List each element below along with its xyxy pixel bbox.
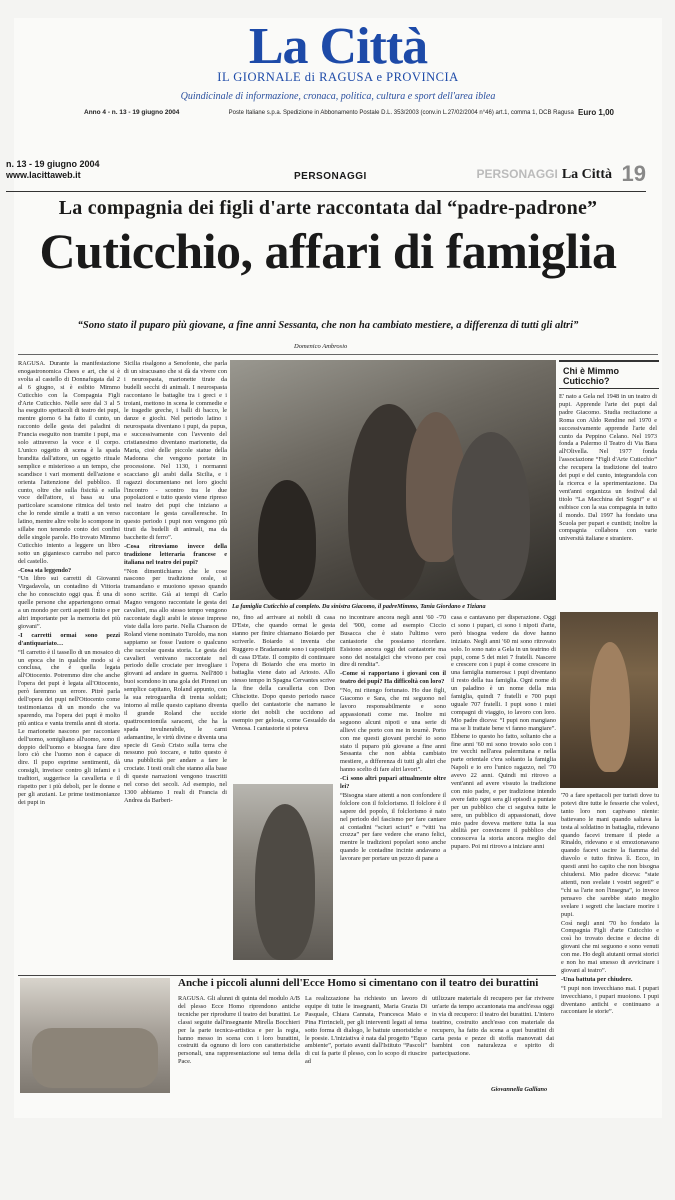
school-column-3: utilizzare materiale di recupero per far rivivere un'arte da tempo accantonata ma anch'essa oggi in via di recupero: il teatro dei burattini. L'intero teatrino, costruito anch'esso con materiale da recupero, ha fatto da scena a quei burattini di carta pesta e pezze di stoffa manovrati dai bambini con naturalezza e spirito di partecipazione.	[432, 995, 554, 1058]
website: www.lacittaweb.it	[6, 170, 81, 180]
col4-answer-2: “Bisogna stare attenti a non confondere il folclore con il folclorismo. Il folclore è il sapere del popolo, il folclorismo è nato nel periodo del fascismo per fare cantare ai contadini “sciuri sciuri” e “vitti 'na crozza” per fare vedere che erano felici, mentre le tradizioni popolari sono anche quando le contadine incinte andavano a lavorare per portare un pezzo di pane a	[340, 791, 446, 863]
bio-box	[559, 360, 659, 622]
masthead	[14, 18, 662, 100]
column-1	[18, 360, 120, 972]
article-headline: Cuticchio, affari di famiglia	[39, 223, 617, 279]
section-ghost: PERSONAGGI	[476, 167, 558, 181]
page-issue	[6, 159, 100, 181]
col6-text: '70 a fare spettacoli per turisti dove tu potevi dire tutte le fesserie che volevi, tanto loro non capivano niente: battevano le mani quando saltava la testa al soldatino in battaglia, ridevano quando facevi tremare il piede a Rinaldo, ridevano e si emozionavano quando facevi uscire la fiamma del diavolo e tutto finiva lì. Ecco, in questi anni ho capito che non bisogna chiudersi. Mio padre diceva: “state attenti, non svelate i vostri segreti” e “chi sa l'arte non l'insegna”, io invece pensavo che sarebbe stato meglio svelare i segreti che lasciare morire i pupi.	[561, 792, 659, 918]
photo-figure	[590, 642, 630, 772]
col1-answer-2: “Il carretto è il tassello di un mosaico di un epoca che in qualche modo si è conclusa, che è quella legata all'Ottocento. Potremmo dire che anche l'opera dei pupi è legata all'Ottocento, però faremmo un errore. Pitrè parla dell'opera dei pupi nell'Ottocento come testimonianza di un mondo che va sparendo, ma l'opera dei pupi è molto più antica e vanta tremila anni di storia. Le marionette nascono per raccontare dell'uomo, somigliano all'uomo, sono il doppio dell'uomo e bisogna fare dire loro ciò che l'uomo non è capace di dire. Il pupo esprime sentimenti, dà consigli, inveisce contro gli infami e i traditori, suggerisce la cavalleria e il rispetto per i più deboli, per le donne e per gli anziani. Le prime testimonianze dei pupi in	[18, 648, 120, 806]
column-2	[124, 360, 227, 972]
col4-question-1: -Come si rapportano i giovani con il teatro dei pupi? Ha difficoltà con loro?	[340, 670, 446, 686]
article-deck: “Sono stato il puparo più giovane, a fine anni Sessanta, che non ha cambiato mestiere, a differenza di tutti gli altri”	[77, 320, 579, 331]
col2-question-1: -Cosa ritroviamo invece della tradizione letteraria francese e italiana nel teatro dei pupi?	[124, 542, 227, 566]
photo-caption: La famiglia Cuticchio al completo. Da sinistra Giacomo, il padreMimmo, Tania Giordano e Tiziana	[232, 603, 486, 610]
price: Euro 1,00	[577, 108, 614, 117]
col1-question-1: -Cosa sta leggendo?	[18, 566, 72, 574]
school-column-1: RAGUSA. Gli alunni di quinta del modulo A/B del plesso Ecce Homo riprendono antiche tecniche per riprodurre il teatro dei burattini. Le classi seguite dall'insegnante Mirella Bocchieri per la parte tecnica-artistica e per la regia, hanno messo in scena con i loro burattini, costruiti da ognuno di loro con caratteristiche personali, una rappresentazione sul tema della Pace.	[178, 995, 300, 1066]
col2-answer-1: “Non dimentichiamo che le cose nascono per tradizione orale, si tramandano e muoiono spesso quando sono scritte. Già ai tempi di Carlo Magno vengono raccontate le gesta dei cavalieri, ma allo stesso tempo vengono raccontate dagli arabi le stesse imprese viste dalla loro parte. Nella Chanson de Roland viene nominato Turoldo, ma non sappiamo se fosse l'autore o qualcuno che raccolse questa storia. Le gesta dei cavalieri venivano raccontate nel periodo delle crociate per invogliare i giovani ad andare in guerra. Nell'800 i buoi scendono in una gola dei Pirenei un semplice capitano, Roland appunto, con la sua retroguardia di trenta soldati; intorno al mille questo capitano diventa il grande Roland che uccide quattrocentomila saraceni, che ha la spada invulnerabile, le carni adamantine, le virtù divine e diventa una specie di Gesù Cristo sulla terra che nessuno può toccare, e tutto questo è una pubblicità per andare a fare le crociate. I testi orali che stanno alla base di queste narrazioni vengono trascritti nel corso dei secoli. Ad esempio, nel 1300 abbiamo I reali di Francia di Andrea da Barberi-	[124, 567, 227, 804]
page-number: 19	[621, 161, 646, 186]
info-bar	[84, 108, 614, 117]
section-label: PERSONAGGI	[294, 171, 367, 182]
column-5	[451, 614, 556, 972]
photo-figure	[258, 480, 316, 600]
col6-answer-1: “I pupi non invecchiano mai. I pupari invecchiano, i pupari muoiono. I pupi diventano antichi e continuano a raccontare le storie”.	[561, 984, 659, 1016]
masthead-subtitle: IL GIORNALE di RAGUSA e PROVINCIA	[217, 70, 459, 84]
col4-question-2: -Ci sono altri pupari attualmente oltre lei?	[340, 775, 446, 791]
paper-label	[476, 167, 612, 183]
col5-text: casa e cantavano per disperazione. Oggi ci sono i pupari, ci sono i nipoti d'arte, però bisogna vedere da dove hanno iniziato. Negli anni '60 mi sono ritrovato solo. Io sono nato a Gela in un teatrino di pupi, come 5 dei miei 7 fratelli. Nascere e crescere con i pupi è come crescere in una famiglia numerosa: i pupi diventano il resto della tua famiglia. Ogni nome di un paladino è un nome della mia famiglia, quindi 7 fratelli e 700 pupi uguale 707 fratelli. I pupi sono i miei compagni di viaggio, io lavoro con loro. Mio padre diceva: “I pupi non mangiano ma se li trattate bene vi fanno mangiare”. Ebbene io questo ho fatto, soltanto che a fine anni '60 mi sono trovato solo con i tre vecchi nell'area palermitana e nella parte orientale c'era soltanto la famiglia Napoli e io ero l'unico ragazzo, nel '70 avevo 22 anni. Quindi mi ritrovo a vent'anni ad avere vissuto la tradizione con mio padre, e per tradizione intendo avere fatto ogni sera gli episodi a puntate per un pubblico che ci seguiva tutte le sere, un pubblico di appassionati, dove mio padre doveva mettere tutta la sua abilità per convincere il pubblico che conosceva la storia ancora meglio del puparo. Poi mi ritrovo a iniziare anni	[451, 614, 556, 851]
bio-text: E' nato a Gela nel 1948 in un teatro di pupi. Apprende l'arte dei pupi dal padre Giacomo. Studia recitazione a Roma con Aldo Rendine nel 1970 e successivamente apprende l'arte del cunto da Peppino Celano. Nel 1973 fonda a Palermo il Teatro di Via Bara all'Olivella. Nel 1977 fonda l'associazione “Figli d'Arte Cuticchio” che recupera la tradizione del teatro dei pupi e del cunto, integrandola con la ricerca e la sperimentazione. Da vent'anni organizza un festival dal titolo “La Macchina dei Sogni” e si esibisce con la sua compagnia in tutto il mondo. Dal 1997 ha fondato una Scuola per pupari e cuntisti; inoltre la compagnia collabora con varie università italiane e straniere.	[559, 393, 657, 543]
byline-rule	[18, 354, 658, 355]
issue-info: Anno 4 - n. 13 - 19 giugno 2004	[84, 109, 180, 116]
article-kicker: La compagnia dei figli d'arte raccontata dal “padre-padrone”	[58, 197, 598, 219]
col1-answer-1: “Un libro sui carretti di Giovanni Virgadavola, un contadino di Vittoria che ho conosciuto oggi qua. È una di quelle persone che appartengono ormai a un mondo per certi aspetti finito e per altri importante per la memoria dei più giovani”.	[18, 575, 120, 630]
postal-info: Poste Italiane s.p.a. Spedizione in Abbonamento Postale D.L. 353/2003 (conv.in L.27/02/2004 n°46) art.1, comma 1, DCB Ragusa	[228, 109, 574, 116]
school-headline: Anche i piccoli alunni dell'Ecce Homo si cimentano con il teatro dei burattini	[178, 977, 539, 989]
puppet-photo	[560, 612, 658, 788]
col2-text: Sicilia risalgono a Senofonte, che parla di un siracusano che si dà da vivere con i neurospasta, marionette tirate da budelli secchi di animali. I neurospasta raccontano le battaglie tra i greci e i troiani, mettono in scena le commedie e le tragedie greche, i balli di bacco, le danze e giochi. Nel periodo latino i neurospasta diventano i pupi, da pupus, e successivamente con l'avvento del cristianesimo diventano marionette, da Maria, cioè delle piccole statue della Madonna che vengono portate in processione. Nel 1130, i normanni scacciano gli arabi dalla Sicilia, e i ragazzi documentano nei loro giochi l'incontro - scontro tra le due popolazioni e tutto questo viene ripreso nel teatro dei pupi che iniziano a raccontare le gesta cavalleresche. In questo periodo i pupi non vengono più tirati da budelli di animali, ma da bacchette di ferro”.	[124, 360, 227, 541]
column-4	[340, 614, 446, 972]
column-6	[561, 792, 659, 1092]
children-photo	[20, 978, 170, 1093]
masthead-tagline: Quindicinale di informazione, cronaca, politica, cultura e sport dell'area iblea	[180, 91, 496, 102]
school-column-2: La realizzazione ha richiesto un lavoro di equipe di tutte le insegnanti, Maria Grazia Di Pasquale, Chiara Cannata, Francesca Maio e Pina Firrincieli, per gli interventi legati al tema sotto forma di dialogo, le battute umoristiche e le poesie. L'iniziativa è nata dal progetto “Equo ambiente”, portato avanti dall'Istituto “Pascoli” di cui fa parte il plesso, con lo scopo di riuscire ad	[305, 995, 427, 1066]
col6-text-2: Così negli anni '70 ho fondato la Compagnia Figli d'arte Cuticchio e così ho trovato decine e decine di giovani che mi seguono e sono venuti con me. Ho degli aiutanti ormai storici e non ho mai smesso di avvicinare i giovani al teatro”.	[561, 919, 659, 974]
article-byline: Domenico Ambrosio	[294, 343, 348, 350]
col6-question-1: -Una battuta per chiudere.	[561, 975, 633, 983]
photo-figure	[32, 1028, 158, 1088]
page-issue-date: n. 13 - 19 giugno 2004	[6, 159, 100, 169]
photo-figure	[255, 804, 315, 960]
bio-title: Chi è Mimmo Cuticchio?	[559, 360, 659, 389]
col4-answer-1: “No, mi ritengo fortunato. Ho due figli, Giacomo e Sara, che mi seguono nel lavoro responsabilmente e sono appassionati come me. Inoltre mi seguono alcuni nipoti e una serie di allievi che porto con me in tournè. Porto con me questi giovani perché io sono stato il puparo più giovane a fine anni Sessanta che non abbia cambiato mestiere, a differenza di tutti gli altri che hanno scelto di fare altri lavori”.	[340, 687, 446, 774]
paper-name: La Città	[561, 167, 612, 182]
column-3	[232, 614, 335, 784]
col1-question-2: -I carretti ormai sono pezzi d'antiquariato…	[18, 631, 120, 647]
page-header	[6, 157, 646, 192]
col3-text: no, fino ad arrivare ai nobili di casa D'Este, che quando ormai le gesta stanno per finire chiamano Boiardo per scriverle. Boiardo si inventa che Ruggero e Bradamante sono i capostipiti di casa D'Este. Il compito di continuare l'opera di Boiardo che era morto in battaglia viene dato ad Ariosto. Allo stesso tempo in Spagna Cervantes scrive la fine della cavalleria con Don Chisciotte. Dopo questo periodo nasce quello dei cantastorie che narrano le storie dei nobili che uccidono ad esempio per gelosia, come Gesualdo da Venosa. I cantastorie si poteva	[232, 614, 335, 732]
col4-text: no incontrare ancora negli anni '60 -'70 del '900, come ad esempio Ciccio Busacca che è stato l'ultimo vero cantastorie che possiamo ricordare. Esistono ancora oggi dei cantastorie ma sono dei nostalgici che vivono per così dire di rendita”.	[340, 614, 446, 669]
col1-intro: RAGUSA. Durante la manifestazione enogastronomica Chees e art, che si è svolta al castello di Donnafugata dal 2 al 6 giugno, si è esibito Mimmo Cuticchio con la Compagnia Figli d'Arte Cuticchio. Nelle sere dal 3 al 5 ha eseguito spettacoli di teatro dei pupi, mentre giorno 6 ha fatto il cunto, un racconto delle gesta dei paladini di Francia eseguito non tramite i pupi, ma solo attraverso la voce e il corpo. L'unico oggetto di scena è la spada brandita dall'attore, un oggetto rituale semplice e misterioso a un tempo, che scandisce i vari momenti dell'azione e orienta l'attenzione del pubblico. Il cunto, oltre che sulla fisicità e sulla voce dell'attore, si basa su una particolare scansione ritmica del testo che lo rende simile a tratti a un verso latino, mentre altre volte lo scompone in sillabe non tenendo conto dei confini delle singole parole. Ho trovato Mimmo Cuticchio intento a leggere un libro sotto un gigantesco carrubo nel parco del castello.	[18, 360, 120, 565]
photo-figure	[452, 432, 530, 600]
puppeteer-photo	[233, 784, 333, 960]
family-photo	[230, 360, 556, 600]
masthead-title: La Città	[248, 18, 428, 75]
school-signature: Giovannella Galliano	[491, 1086, 548, 1093]
